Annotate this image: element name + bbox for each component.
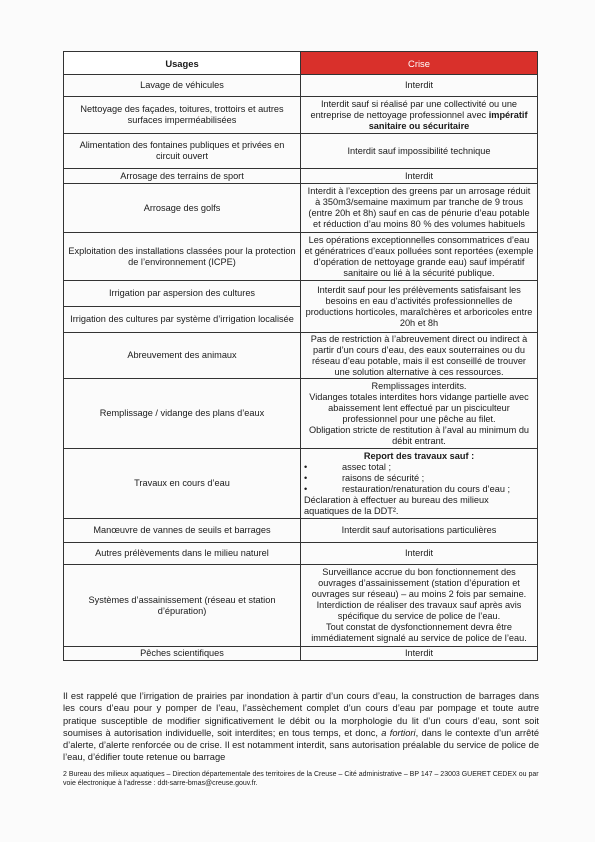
usage-cell: Alimentation des fontaines publiques et privées en circuit ouvert xyxy=(64,134,301,169)
usage-cell: Travaux en cours d’eau xyxy=(64,449,301,519)
rule-cell xyxy=(301,449,538,519)
table-row xyxy=(64,543,538,565)
rule-cell xyxy=(301,379,538,449)
usage-cell: Lavage de véhicules xyxy=(64,75,301,97)
usage-cell: Arrosage des golfs xyxy=(64,184,301,233)
rule-bullet: • raisons de sécurité ; xyxy=(304,473,534,484)
usage-cell: Remplissage / vidange des plans d’eaux xyxy=(64,379,301,449)
rule-line: Déclaration à effectuer au bureau des milieux aquatiques de la DDT². xyxy=(304,494,489,516)
reminder-italic: a fortiori xyxy=(381,727,416,738)
usage-cell: Manœuvre de vannes de seuils et barrages xyxy=(64,519,301,543)
table-row xyxy=(64,565,538,647)
header-usages: Usages xyxy=(64,52,301,75)
rule-cell: Interdit sauf autorisations particulières xyxy=(301,519,538,543)
rule-emphasis: impératif sanitaire ou sécuritaire xyxy=(368,109,528,131)
rule-cell: Les opérations exceptionnelles consommatrices d’eau et génératrices d’eaux polluées sont reportées (exemple d’opération de nettoyage grande eau) sauf impératif sanitaire ou lié à la sécurité publique. xyxy=(301,233,538,281)
rule-cell: Interdit à l’exception des greens par un arrosage réduit à 350m3/semaine maximum par tranche de 9 trous (entre 20h et 8h) sauf en cas de pénurie d’eau potable et réduction d’au moins 80 % des volumes habituels xyxy=(301,184,538,233)
rule-title: Report des travaux sauf : xyxy=(363,450,475,461)
rule-cell: Interdit xyxy=(301,75,538,97)
rule-line: Interdiction de réaliser des travaux sauf après avis spécifique du service de police de l’eau. xyxy=(316,600,522,621)
rule-line: Obligation stricte de restitution à l’aval au minimum du débit entrant. xyxy=(308,424,530,446)
reminder-text: Il est rappelé que l’irrigation de prairies par inondation à partir d’un cours d’eau, la construction de barrages dans les cours d’eau pour y pomper de l’eau, l’assèchement complet d’un cours d’eau par pompage et toute autre pratique susceptible de modifier significativement le débit ou la morphologie du lit d’un cours d’eau, sont soit soumises à autorisation individuelle, soit interdites; en tous temps, et donc, xyxy=(63,691,539,738)
table-row xyxy=(64,97,538,134)
table-header-row xyxy=(64,52,538,75)
usage-cell: Irrigation par aspersion des cultures xyxy=(64,281,301,307)
rule-text: Interdit sauf si réalisé par une collectivité ou une entreprise de nettoyage professionnel avec xyxy=(310,98,518,120)
reminder-text-continued: , dans le contexte d’un arrêté d’alerte, d’alerte renforcée ou de crise. Il est notamment interdit, sans autorisation préalable du service de police de l’eau, d’édifier toute retenue ou barrage xyxy=(63,727,539,763)
usage-cell: Nettoyage des façades, toitures, trottoirs et autres surfaces imperméabilisées xyxy=(64,97,301,134)
rule-line: Tout constat de dysfonctionnement devra être immédiatement signalé au service de police de l’eau. xyxy=(311,622,527,643)
table-row xyxy=(64,333,538,379)
table-row xyxy=(64,647,538,661)
usage-cell: Pêches scientifiques xyxy=(64,647,301,661)
table-row xyxy=(64,449,538,519)
usage-cell: Arrosage des terrains de sport xyxy=(64,169,301,184)
rule-cell: Interdit sauf pour les prélèvements satisfaisant les besoins en eau d’activités professionnelles de productions horticoles, maraîchères et arboricoles entre 20h et 8h xyxy=(301,281,538,333)
footnote: 2 Bureau des milieux aquatiques – Direction départementale des territoires de la Creuse – Cité administrative – BP 147 – 23003 GUERET CEDEX ou par voie électronique à l’adresse : ddt-sarre-bmas@creuse.gouv.fr. xyxy=(63,771,539,787)
rule-bullet-list xyxy=(304,462,534,495)
usage-cell: Irrigation des cultures par système d’irrigation localisée xyxy=(64,307,301,333)
rule-bullet: • restauration/renaturation du cours d’eau ; xyxy=(304,484,534,495)
rule-line: Surveillance accrue du bon fonctionnement des ouvrages d’assainissement (station d’épuration et ouvrages sur réseau) – au moins 2 fois par semaine. xyxy=(311,567,527,599)
rule-cell: Interdit xyxy=(301,543,538,565)
header-crise: Crise xyxy=(301,52,538,75)
rule-cell: Interdit sauf impossibilité technique xyxy=(301,134,538,169)
usage-cell: Abreuvement des animaux xyxy=(64,333,301,379)
table-row xyxy=(64,519,538,543)
rule-cell: Interdit xyxy=(301,169,538,184)
table-row xyxy=(64,379,538,449)
table-row xyxy=(64,75,538,97)
rule-cell xyxy=(301,97,538,134)
table-row xyxy=(64,134,538,169)
table-row xyxy=(64,169,538,184)
rule-bullet: • assec total ; xyxy=(304,462,534,473)
table-row xyxy=(64,281,538,307)
usage-cell: Autres prélèvements dans le milieu naturel xyxy=(64,543,301,565)
usage-cell: Exploitation des installations classées pour la protection de l’environnement (ICPE) xyxy=(64,233,301,281)
rule-line: Vidanges totales interdites hors vidange partielle avec abaissement lent effectué par un pisciculteur professionnel pour une pêche au filet. xyxy=(309,391,529,424)
reminder-paragraph xyxy=(63,690,539,764)
restrictions-table xyxy=(63,51,538,661)
rule-line: Remplissages interdits. xyxy=(371,380,467,391)
rule-cell: Pas de restriction à l’abreuvement direct ou indirect à partir d’un cours d’eau, des eaux souterraines ou du réseau d’eau potable, mais il est conseillé de trouver une solution alternative à ces ressources. xyxy=(301,333,538,379)
usage-cell: Systèmes d’assainissement (réseau et station d’épuration) xyxy=(64,565,301,647)
rule-cell xyxy=(301,565,538,647)
table-row xyxy=(64,184,538,233)
rule-cell: Interdit xyxy=(301,647,538,661)
table-row xyxy=(64,233,538,281)
